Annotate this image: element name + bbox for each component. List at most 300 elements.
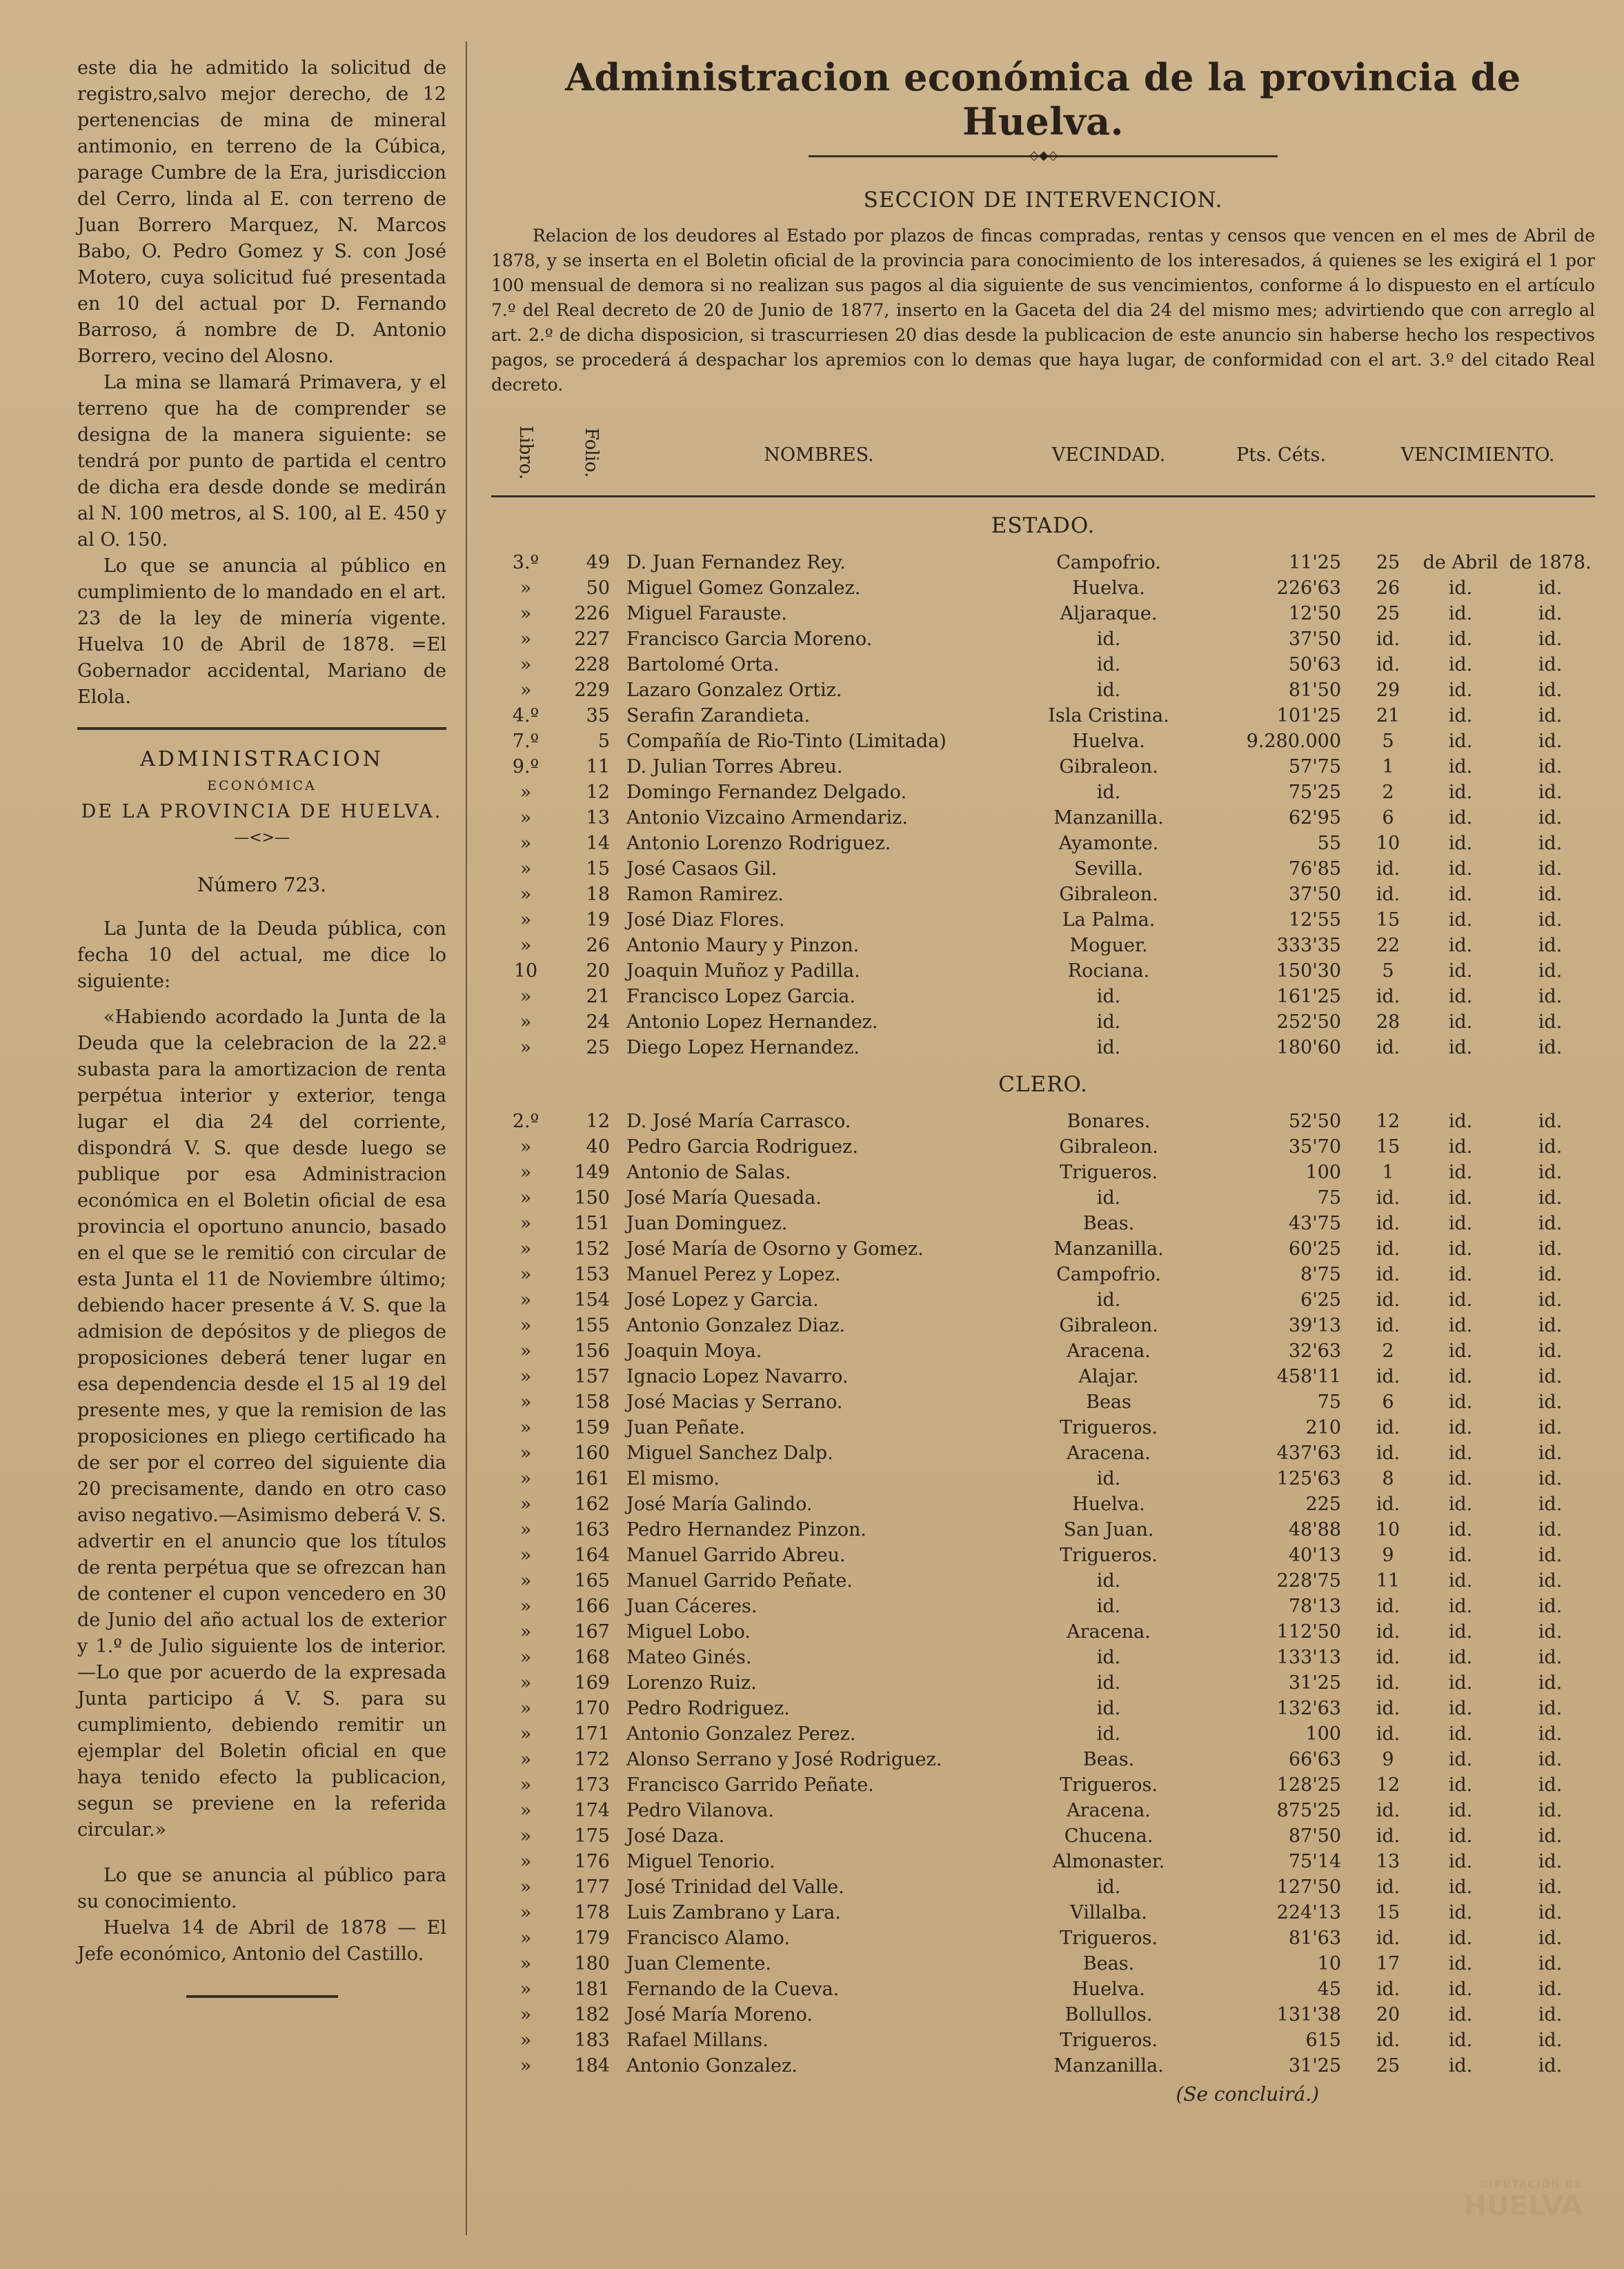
cell-libro: » bbox=[519, 1698, 532, 1719]
cell-vecindad: Beas. bbox=[1082, 1953, 1135, 1974]
table-row bbox=[491, 626, 1595, 652]
cell-vecindad: La Palma. bbox=[1062, 909, 1156, 931]
cell-day: id. bbox=[1376, 1698, 1400, 1719]
cell-day: 1 bbox=[1382, 1162, 1394, 1183]
cell-month: id. bbox=[1448, 1264, 1473, 1285]
cell-folio: 226 bbox=[574, 603, 610, 624]
cell-day: id. bbox=[1376, 1264, 1400, 1285]
cell-nombre: Ramon Ramirez. bbox=[626, 884, 784, 905]
cell-year: id. bbox=[1538, 577, 1563, 599]
cell-nombre: Pedro Hernandez Pinzon. bbox=[626, 1519, 867, 1540]
cell-month: id. bbox=[1448, 1519, 1473, 1540]
cell-day: id. bbox=[1376, 1825, 1400, 1847]
intro-paragraph: Relacion de los deudores al Estado por plazos de fincas compradas, rentas y censos que vencen en el mes de Abril de 1878, y se inserta en el Boletin oficial de la provincia para conocimiento de los interesados, á quienes se les exigirá el 1 por 100 mensual de demora si no realizan sus pagos al dia siguiente de sus vencimientos, conforme á lo dispuesto en el artículo 7.º del Real decreto de 20 de Junio de 1877, inserto en la Gaceta del dia 24 del mismo mes; advirtiendo que con arreglo al art. 2.º de dicha disposicion, si trascurriesen 20 dias desde la publicacion de este anuncio sin haberse hecho los respectivos pagos, se procederá á despachar los apremios con lo demas que haya lugar, de conformidad con el art. 3.º del citado Real decreto. bbox=[491, 226, 1595, 395]
cell-nombre: José María Galindo. bbox=[626, 1494, 813, 1515]
cell-day: 13 bbox=[1376, 1851, 1400, 1872]
cell-ptas: 125'63 bbox=[1276, 1468, 1341, 1489]
cell-ptas: 437'63 bbox=[1276, 1443, 1341, 1464]
cell-vecindad: Beas. bbox=[1082, 1749, 1135, 1770]
cell-folio: 166 bbox=[574, 1596, 610, 1617]
table-row bbox=[491, 907, 1595, 933]
cell-day: id. bbox=[1376, 1672, 1400, 1694]
cell-year: id. bbox=[1538, 986, 1563, 1007]
cell-day: id. bbox=[1376, 654, 1400, 675]
cell-day: 12 bbox=[1376, 1111, 1400, 1132]
cell-vecindad: Trigueros. bbox=[1060, 1774, 1158, 1796]
cell-nombre: José Daza. bbox=[626, 1825, 725, 1847]
cell-nombre: Miguel Gomez Gonzalez. bbox=[626, 577, 861, 599]
cell-libro: 3.º bbox=[512, 552, 539, 573]
cell-vecindad: id. bbox=[1096, 1596, 1121, 1617]
cell-day: 6 bbox=[1382, 1391, 1394, 1413]
cell-vecindad: Villalba. bbox=[1070, 1902, 1147, 1923]
table-row bbox=[491, 1568, 1595, 1594]
cell-month: id. bbox=[1448, 1494, 1473, 1515]
cell-day: 9 bbox=[1382, 1749, 1394, 1770]
cell-month: id. bbox=[1448, 1672, 1473, 1694]
cell-libro: » bbox=[519, 858, 532, 880]
cell-nombre: Diego Lopez Hernandez. bbox=[626, 1037, 860, 1058]
cell-libro: » bbox=[519, 1545, 532, 1566]
cell-month: id. bbox=[1448, 2030, 1473, 2051]
header-ptas: Pts. Céts. bbox=[1236, 444, 1326, 466]
cell-folio: 150 bbox=[574, 1187, 610, 1209]
cell-folio: 229 bbox=[574, 680, 610, 701]
cell-year: id. bbox=[1538, 884, 1563, 905]
table-row bbox=[491, 729, 1595, 754]
cell-ptas: 45 bbox=[1317, 1979, 1341, 2000]
cell-folio: 18 bbox=[586, 884, 610, 905]
cell-month: id. bbox=[1448, 1037, 1473, 1058]
cell-month: id. bbox=[1448, 756, 1473, 777]
cell-vecindad: Huelva. bbox=[1072, 731, 1145, 752]
to-be-continued: (Se concluirá.) bbox=[1176, 2083, 1319, 2105]
cell-day: id. bbox=[1376, 1213, 1400, 1234]
cell-libro: » bbox=[519, 1928, 532, 1949]
cell-vecindad: id. bbox=[1096, 1647, 1121, 1668]
cell-day: 6 bbox=[1382, 807, 1394, 829]
cell-folio: 11 bbox=[586, 756, 610, 777]
cell-year: id. bbox=[1538, 1289, 1563, 1311]
cell-nombre: Juan Clemente. bbox=[626, 1953, 771, 1974]
cell-ptas: 101'25 bbox=[1276, 705, 1341, 726]
cell-vecindad: Alajar. bbox=[1078, 1366, 1139, 1387]
cell-vecindad: Aracena. bbox=[1067, 1800, 1151, 1821]
cell-month: id. bbox=[1448, 909, 1473, 931]
cell-month: id. bbox=[1448, 1315, 1473, 1336]
cell-ptas: 161'25 bbox=[1276, 986, 1341, 1007]
table-row bbox=[491, 550, 1595, 575]
cell-ptas: 55 bbox=[1317, 833, 1341, 854]
cell-day: id. bbox=[1376, 1979, 1400, 2000]
cell-day: id. bbox=[1376, 1800, 1400, 1821]
cell-vecindad: Huelva. bbox=[1072, 577, 1145, 599]
cell-day: id. bbox=[1376, 1238, 1400, 1260]
cell-vecindad: Rociana. bbox=[1067, 960, 1150, 982]
cell-vecindad: Manzanilla. bbox=[1053, 2055, 1164, 2077]
table-row bbox=[491, 856, 1595, 882]
cell-ptas: 210 bbox=[1305, 1417, 1341, 1438]
cell-ptas: 75'25 bbox=[1288, 782, 1341, 803]
cell-libro: » bbox=[519, 1902, 532, 1923]
cell-year: id. bbox=[1538, 1800, 1563, 1821]
cell-month: id. bbox=[1448, 680, 1473, 701]
cell-folio: 174 bbox=[574, 1800, 610, 1821]
cell-ptas: 35'70 bbox=[1288, 1136, 1341, 1158]
cell-libro: » bbox=[519, 1825, 532, 1847]
table-row bbox=[491, 1364, 1595, 1389]
cell-year: id. bbox=[1538, 1443, 1563, 1464]
table-row bbox=[491, 1619, 1595, 1645]
cell-year: id. bbox=[1538, 1366, 1563, 1387]
cell-month: id. bbox=[1448, 1621, 1473, 1643]
mining-notice-terrain: La mina se llamará Primavera, y el terreno que ha de comprender se designa de la manera siguiente: se tendrá por punto de partida el centro de dicha era desde donde se medirán al N. 100 metros, al S. 100, al E. 450 y al O. 150. bbox=[77, 372, 446, 551]
table-row bbox=[491, 1772, 1595, 1798]
cell-year: id. bbox=[1538, 628, 1563, 650]
cell-day: 1 bbox=[1382, 756, 1394, 777]
admin-heading: ADMINISTRACION bbox=[140, 747, 384, 771]
cell-month: id. bbox=[1448, 705, 1473, 726]
cell-folio: 12 bbox=[586, 1111, 610, 1132]
cell-day: 25 bbox=[1376, 2055, 1400, 2077]
cell-vecindad: id. bbox=[1096, 1570, 1121, 1592]
cell-nombre: Bartolomé Orta. bbox=[626, 654, 780, 675]
cell-folio: 5 bbox=[597, 731, 610, 752]
table-row bbox=[491, 1925, 1595, 1951]
cell-year: id. bbox=[1538, 1315, 1563, 1336]
cell-libro: » bbox=[519, 628, 532, 650]
cell-day: 12 bbox=[1376, 1774, 1400, 1796]
cell-day: id. bbox=[1376, 1928, 1400, 1949]
cell-year: id. bbox=[1538, 909, 1563, 931]
cell-folio: 21 bbox=[586, 986, 610, 1007]
cell-nombre: Francisco Alamo. bbox=[626, 1928, 790, 1949]
cell-vecindad: Aracena. bbox=[1067, 1443, 1151, 1464]
cell-folio: 40 bbox=[586, 1136, 610, 1158]
archive-watermark: DIPUTACIÓN DE HUELVA bbox=[1463, 2179, 1583, 2222]
cell-month: id. bbox=[1448, 858, 1473, 880]
cell-year: id. bbox=[1538, 1596, 1563, 1617]
header-folio: Folio. bbox=[581, 427, 602, 478]
cell-nombre: Manuel Garrido Abreu. bbox=[626, 1545, 846, 1566]
cell-libro: » bbox=[519, 986, 532, 1007]
cell-ptas: 52'50 bbox=[1288, 1111, 1341, 1132]
cell-folio: 165 bbox=[574, 1570, 610, 1592]
cell-vecindad: Chucena. bbox=[1064, 1825, 1153, 1847]
table-row bbox=[491, 1134, 1595, 1160]
cell-ptas: 66'63 bbox=[1288, 1749, 1341, 1770]
cell-year: id. bbox=[1538, 1825, 1563, 1847]
table-row bbox=[491, 805, 1595, 831]
cell-day: 2 bbox=[1382, 782, 1394, 803]
cell-folio: 173 bbox=[574, 1774, 610, 1796]
cell-folio: 177 bbox=[574, 1876, 610, 1898]
cell-folio: 156 bbox=[574, 1340, 610, 1362]
admin-province: DE LA PROVINCIA DE HUELVA. bbox=[81, 801, 443, 822]
cell-day: id. bbox=[1376, 1647, 1400, 1668]
cell-folio: 13 bbox=[586, 807, 610, 829]
cell-folio: 169 bbox=[574, 1672, 610, 1694]
ornament: —<>— bbox=[234, 829, 290, 846]
mining-notice-body: este dia he admitido la solicitud de registro,salvo mejor derecho, de 12 pertenencias de mina de mineral antimonio, en terreno de la Cúbica, parage Cumbre de la Era, jurisdiccion del Cerro, linda al E. con terreno de Juan Borrero Marquez, N. Marcos Babo, O. Pedro Gomez y S. con José Motero, cuya solicitud fué presentada en 10 del actual por D. Fernando Barroso, á nombre de D. Antonio Borrero, vecino del Alosno. bbox=[77, 57, 446, 367]
cell-vecindad: San Juan. bbox=[1063, 1519, 1154, 1540]
cell-year: id. bbox=[1538, 1774, 1563, 1796]
cell-year: id. bbox=[1538, 1213, 1563, 1234]
table-row bbox=[491, 1035, 1595, 1060]
table-row bbox=[491, 575, 1595, 601]
cell-folio: 24 bbox=[586, 1011, 610, 1033]
cell-libro: » bbox=[519, 833, 532, 854]
cell-libro: » bbox=[519, 1417, 532, 1438]
cell-month: id. bbox=[1448, 1723, 1473, 1745]
cell-vecindad: Gibraleon. bbox=[1059, 1315, 1158, 1336]
cell-vecindad: id. bbox=[1096, 1672, 1121, 1694]
junta-quote: «Habiendo acordado la Junta de la Deuda que la celebracion de la 22.ª subasta para la amortizacion de renta perpétua interior y exterior, tenga lugar el dia 24 del corriente, dispondrá V. S. que desde luego se publique por esa Administracion económica en el Boletin oficial de esa provincia el oportuno anuncio, basado en el que se le remitió con circular de esta Junta el 11 de Noviembre último; debiendo hacer presente á V. S. que la admision de depósitos y de pliegos de proposiciones deberá tener lugar en esa dependencia desde el 15 al 19 del presente mes, y que la remision de las proposiciones en pliego certificado ha de ser por el correo del siguiente dia 20 precisamente, dando en otro caso aviso negativo.—Asimismo deberá V. S. advertir en el anuncio que los títulos de renta perpétua que se ofrezcan han de contener el cupon vencedero en 30 de Junio del año actual los de exterior y 1.º de Julio siguiente los de interior.—Lo que por acuerdo de la expresada Junta participo á V. S. para su cumplimiento, debiendo remitir un ejemplar del Boletin oficial en que haya tenido efecto la publicacion, segun se previene en la referida circular.» bbox=[77, 1007, 446, 1841]
cell-nombre: José María de Osorno y Gomez. bbox=[626, 1238, 924, 1260]
header-nombres: NOMBRES. bbox=[764, 444, 874, 466]
cell-folio: 183 bbox=[574, 2030, 610, 2051]
cell-nombre: Antonio Maury y Pinzon. bbox=[626, 935, 860, 956]
cell-year: id. bbox=[1538, 1111, 1563, 1132]
table-row bbox=[491, 1798, 1595, 1823]
cell-vecindad: id. bbox=[1096, 628, 1121, 650]
cell-month: id. bbox=[1448, 1749, 1473, 1770]
cell-year: id. bbox=[1538, 935, 1563, 956]
cell-vecindad: id. bbox=[1096, 680, 1121, 701]
cell-nombre: D. Julian Torres Abreu. bbox=[626, 756, 843, 777]
cell-day: id. bbox=[1376, 986, 1400, 1007]
table-row bbox=[491, 1849, 1595, 1874]
cell-day: 8 bbox=[1382, 1468, 1394, 1489]
cell-ptas: 150'30 bbox=[1276, 960, 1341, 982]
cell-libro: » bbox=[519, 1238, 532, 1260]
cell-nombre: Antonio Vizcaino Armendariz. bbox=[626, 807, 908, 829]
cell-month: id. bbox=[1448, 1800, 1473, 1821]
cell-month: id. bbox=[1448, 1391, 1473, 1413]
cell-vecindad: Almonaster. bbox=[1052, 1851, 1165, 1872]
cell-nombre: Lazaro Gonzalez Ortiz. bbox=[626, 680, 842, 701]
cell-year: id. bbox=[1538, 680, 1563, 701]
cell-day: id. bbox=[1376, 1417, 1400, 1438]
cell-vecindad: Aracena. bbox=[1067, 1340, 1151, 1362]
cell-day: 28 bbox=[1376, 1011, 1400, 1033]
cell-vecindad: Trigueros. bbox=[1060, 2030, 1158, 2051]
cell-year: id. bbox=[1538, 1468, 1563, 1489]
cell-vecindad: id. bbox=[1096, 1037, 1121, 1058]
cell-libro: » bbox=[519, 1213, 532, 1234]
cell-libro: » bbox=[519, 1391, 532, 1413]
cell-year: id. bbox=[1538, 1187, 1563, 1209]
cell-folio: 181 bbox=[574, 1979, 610, 2000]
cell-year: id. bbox=[1538, 1264, 1563, 1285]
cell-libro: » bbox=[519, 1315, 532, 1336]
cell-folio: 14 bbox=[586, 833, 610, 854]
cell-ptas: 75 bbox=[1317, 1391, 1341, 1413]
cell-year: id. bbox=[1538, 1570, 1563, 1592]
cell-month: id. bbox=[1448, 1289, 1473, 1311]
cell-nombre: Joaquin Moya. bbox=[626, 1340, 762, 1362]
cell-nombre: José Casaos Gil. bbox=[626, 858, 778, 880]
cell-folio: 161 bbox=[574, 1468, 610, 1489]
group-heading: ESTADO. bbox=[991, 513, 1096, 538]
cell-ptas: 12'50 bbox=[1288, 603, 1341, 624]
table-row bbox=[491, 831, 1595, 856]
left-column bbox=[77, 55, 446, 1998]
cell-year: id. bbox=[1538, 1238, 1563, 1260]
cell-folio: 180 bbox=[574, 1953, 610, 1974]
table-row bbox=[491, 1492, 1595, 1517]
cell-month: id. bbox=[1448, 1340, 1473, 1362]
cell-nombre: Manuel Perez y Lopez. bbox=[626, 1264, 841, 1285]
cell-ptas: 100 bbox=[1305, 1162, 1341, 1183]
cell-vecindad: Trigueros. bbox=[1060, 1545, 1158, 1566]
cell-day: 21 bbox=[1376, 705, 1400, 726]
cell-nombre: Serafin Zarandieta. bbox=[626, 705, 811, 726]
table-row bbox=[491, 933, 1595, 958]
cell-folio: 184 bbox=[574, 2055, 610, 2077]
cell-libro: 7.º bbox=[512, 731, 539, 752]
cell-folio: 15 bbox=[586, 858, 610, 880]
cell-nombre: D. José María Carrasco. bbox=[626, 1111, 851, 1132]
table-row bbox=[491, 1976, 1595, 2002]
cell-libro: » bbox=[519, 1647, 532, 1668]
cell-nombre: José Trinidad del Valle. bbox=[626, 1876, 844, 1898]
cell-folio: 162 bbox=[574, 1494, 610, 1515]
cell-day: 15 bbox=[1376, 909, 1400, 931]
cell-libro: » bbox=[519, 1136, 532, 1158]
cell-nombre: Antonio de Salas. bbox=[626, 1162, 791, 1183]
cell-vecindad: Gibraleon. bbox=[1059, 1136, 1158, 1158]
cell-ptas: 132'63 bbox=[1276, 1698, 1341, 1719]
cell-year: id. bbox=[1538, 782, 1563, 803]
cell-folio: 158 bbox=[574, 1391, 610, 1413]
cell-day: 25 bbox=[1376, 552, 1400, 573]
cell-ptas: 12'55 bbox=[1288, 909, 1341, 931]
cell-libro: » bbox=[519, 1011, 532, 1033]
cell-month: id. bbox=[1448, 1162, 1473, 1183]
divider bbox=[77, 727, 446, 730]
table-row bbox=[491, 984, 1595, 1009]
cell-nombre: Compañía de Rio-Tinto (Limitada) bbox=[626, 731, 947, 752]
cell-month: id. bbox=[1448, 1647, 1473, 1668]
cell-folio: 178 bbox=[574, 1902, 610, 1923]
cell-ptas: 100 bbox=[1305, 1723, 1341, 1745]
cell-vecindad: id. bbox=[1096, 1723, 1121, 1745]
cell-year: id. bbox=[1538, 858, 1563, 880]
announcement-signature: Huelva 14 de Abril de 1878 — El Jefe económico, Antonio del Castillo. bbox=[77, 1917, 446, 1965]
cell-day: 9 bbox=[1382, 1545, 1394, 1566]
cell-month: id. bbox=[1448, 1825, 1473, 1847]
cell-libro: » bbox=[519, 1570, 532, 1592]
cell-year: id. bbox=[1538, 654, 1563, 675]
cell-year: id. bbox=[1538, 833, 1563, 854]
cell-year: id. bbox=[1538, 1011, 1563, 1033]
table-row bbox=[491, 601, 1595, 626]
cell-libro: » bbox=[519, 1443, 532, 1464]
cell-ptas: 6'25 bbox=[1300, 1289, 1341, 1311]
cell-day: 20 bbox=[1376, 2004, 1400, 2025]
cell-day: id. bbox=[1376, 628, 1400, 650]
cell-month: id. bbox=[1448, 782, 1473, 803]
table-row bbox=[491, 882, 1595, 907]
cell-folio: 35 bbox=[586, 705, 610, 726]
cell-nombre: Ignacio Lopez Navarro. bbox=[626, 1366, 849, 1387]
cell-ptas: 225 bbox=[1305, 1494, 1341, 1515]
cell-libro: » bbox=[519, 680, 532, 701]
right-column bbox=[491, 55, 1595, 2105]
cell-libro: » bbox=[519, 654, 532, 675]
cell-libro: » bbox=[519, 1264, 532, 1285]
cell-ptas: 31'25 bbox=[1288, 2055, 1341, 2077]
cell-day: 2 bbox=[1382, 1340, 1394, 1362]
cell-month: id. bbox=[1448, 654, 1473, 675]
cell-ptas: 875'25 bbox=[1276, 1800, 1341, 1821]
cell-vecindad: id. bbox=[1096, 1468, 1121, 1489]
cell-nombre: Fernando de la Cueva. bbox=[626, 1979, 840, 2000]
cell-libro: » bbox=[519, 1851, 532, 1872]
cell-vecindad: Ayamonte. bbox=[1058, 833, 1159, 854]
cell-year: id. bbox=[1538, 2004, 1563, 2025]
cell-vecindad: id. bbox=[1096, 782, 1121, 803]
cell-nombre: Miguel Tenorio. bbox=[626, 1851, 775, 1872]
cell-libro: » bbox=[519, 1800, 532, 1821]
cell-libro: » bbox=[519, 1366, 532, 1387]
cell-ptas: 127'50 bbox=[1276, 1876, 1341, 1898]
cell-libro: » bbox=[519, 2004, 532, 2025]
cell-vecindad: Bollullos. bbox=[1064, 2004, 1153, 2025]
cell-month: id. bbox=[1448, 1851, 1473, 1872]
cell-month: id. bbox=[1448, 1136, 1473, 1158]
table-row bbox=[491, 2053, 1595, 2079]
cell-vecindad: Trigueros. bbox=[1060, 1928, 1158, 1949]
cell-ptas: 128'25 bbox=[1276, 1774, 1341, 1796]
table-row bbox=[491, 1440, 1595, 1466]
cell-nombre: Manuel Garrido Peñate. bbox=[626, 1570, 853, 1592]
table-row bbox=[491, 1645, 1595, 1670]
cell-day: id. bbox=[1376, 1596, 1400, 1617]
cell-folio: 167 bbox=[574, 1621, 610, 1643]
cell-month: id. bbox=[1448, 960, 1473, 982]
table-row bbox=[491, 1185, 1595, 1211]
table-header bbox=[491, 415, 1595, 497]
cell-month: id. bbox=[1448, 1111, 1473, 1132]
cell-month: id. bbox=[1448, 935, 1473, 956]
cell-vecindad: Huelva. bbox=[1072, 1494, 1145, 1515]
debtors-table bbox=[491, 415, 1595, 2079]
cell-day: 5 bbox=[1382, 960, 1394, 982]
cell-nombre: Francisco Garcia Moreno. bbox=[626, 628, 873, 650]
cell-folio: 50 bbox=[586, 577, 610, 599]
cell-year: id. bbox=[1538, 1162, 1563, 1183]
cell-year: id. bbox=[1538, 1037, 1563, 1058]
cell-day: id. bbox=[1376, 2030, 1400, 2051]
cell-month: id. bbox=[1448, 1774, 1473, 1796]
cell-ptas: 75'14 bbox=[1288, 1851, 1341, 1872]
table-row bbox=[491, 703, 1595, 729]
cell-folio: 227 bbox=[574, 628, 610, 650]
cell-ptas: 57'75 bbox=[1288, 756, 1341, 777]
table-row bbox=[491, 958, 1595, 984]
cell-month: id. bbox=[1448, 1187, 1473, 1209]
cell-year: id. bbox=[1538, 807, 1563, 829]
cell-ptas: 40'13 bbox=[1288, 1545, 1341, 1566]
cell-folio: 179 bbox=[574, 1928, 610, 1949]
cell-ptas: 615 bbox=[1305, 2030, 1341, 2051]
cell-ptas: 81'50 bbox=[1288, 680, 1341, 701]
cell-vecindad: Sevilla. bbox=[1073, 858, 1144, 880]
admin-subheading: ECONÓMICA bbox=[207, 778, 317, 793]
cell-year: id. bbox=[1538, 756, 1563, 777]
